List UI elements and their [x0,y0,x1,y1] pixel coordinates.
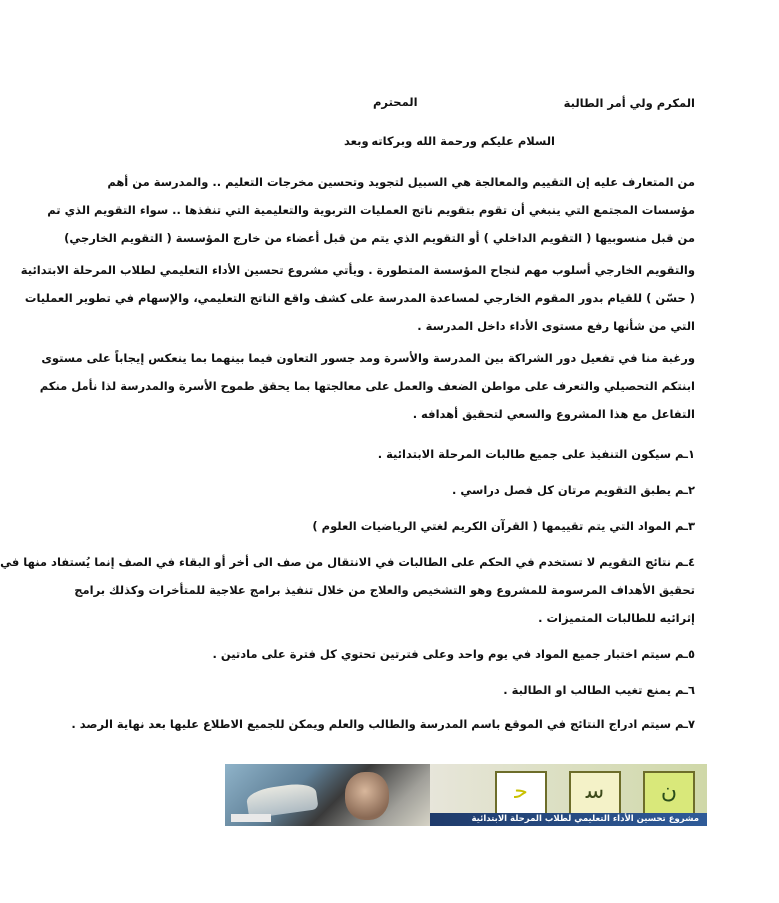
logo-2-glyph: ﺳ [585,779,605,804]
project-logo-1 [495,771,547,815]
salutation-honorific: المحترم [373,95,418,109]
paragraph-3-line-3: التفاعل مع هذا المشروع والسعي لتحقيق أهدافه . [412,407,695,421]
paragraph-2-line-1: والتقويم الخارجي أسلوب مهم لنجاح المؤسسة المتطورة . ويأتي مشروع تحسين الأداء التعليمي لطلاب المرحلة الابتدائية [20,263,695,277]
photo-tag [231,814,271,822]
banner-title-strip [430,813,707,826]
greeting-after: وبعد [344,134,369,148]
paragraph-2-line-2: ( حسّن ) للقيام بدور المقوم الخارجي لمساعدة المدرسة على كشف واقع الناتج التعليمي، والإسهام في تطوير العمليات [24,291,695,305]
point-4-line-3: إثرائيه للطالبات المتميزات . [538,611,695,625]
point-4-line-1: ٤ـم نتائج التقويم لا تستخدم في الحكم على الطالبات في الانتقال من صف الى أخر أو البقاء في الصف إنما يُستفاد منها في [0,555,695,569]
paragraph-1-line-3: من قبل منسوبيها ( التقويم الداخلي ) أو التقويم الذي يتم من قبل أعضاء من خارج المؤسسة ( التقويم الخارجي) [64,231,695,245]
greeting-text: السلام عليكم ورحمة الله وبركاته [371,134,555,148]
project-logo-2 [569,771,621,815]
student-photo [345,772,389,820]
banner-title: مشروع تحسين الأداء التعليمي لطلاب المرحلة الابتدائية [471,814,699,824]
banner-photo [225,764,430,826]
salutation-recipient: المكرم ولي أمر الطالبة [563,96,695,110]
paragraph-1-line-1: من المتعارف عليه إن التقييم والمعالجة هي السبيل لتجويد وتحسين مخرجات التعليم .. والمدرسة من أهم [107,175,695,189]
project-banner [225,764,707,826]
point-6: ٦ـم يمنع تغيب الطالب او الطالبة . [503,683,695,697]
point-3: ٣ـم المواد التي يتم تقييمها ( القرآن الكريم لغتي الرياضيات العلوم ) [312,519,695,533]
point-4-line-2: تحقيق الأهداف المرسومة للمشروع وهو التشخيص والعلاج من خلال تنفيذ برامج علاجية للمتأخرات وكذلك برامج [74,583,695,597]
point-5: ٥ـم سيتم اختبار جميع المواد في يوم واحد وعلى فترتين تحتوي كل فترة على مادتين . [212,647,695,661]
project-logo-3 [643,771,695,815]
paragraph-3-line-2: ابنتكم التحصيلي والتعرف على مواطن الضعف والعمل على معالجتها بما يحقق طموح الأسرة والمدرسة لذا نأمل منكم [39,379,695,393]
paragraph-2-line-3: التي من شأنها رفع مستوى الأداء داخل المدرسة . [417,319,695,333]
point-1: ١ـم سيكون التنفيذ على جميع طالبات المرحلة الابتدائية . [377,447,695,461]
logo-1-glyph: ﺣ [514,779,528,804]
logo-3-glyph: ﻥ [660,779,678,804]
paragraph-3-line-1: ورغبة منا في تفعيل دور الشراكة بين المدرسة والأسرة ومد جسور التعاون فيما بينهما بما ينعكس إيجاباً على مستوى [41,351,695,365]
paragraph-1-line-2: مؤسسات المجتمع التي ينبغي أن تقوم بتقويم ناتج العمليات التربوية والتعليمية التي تنفذها .. سواء التقويم الذي تم [47,203,695,217]
point-2: ٢ـم يطبق التقويم مرتان كل فصل دراسي . [452,483,695,497]
point-7: ٧ـم سيتم ادراج النتائج في الموقع باسم المدرسة والطالب والعلم ويمكن للجميع الاطلاع عليها بعد نهاية الرصد . [71,717,695,731]
